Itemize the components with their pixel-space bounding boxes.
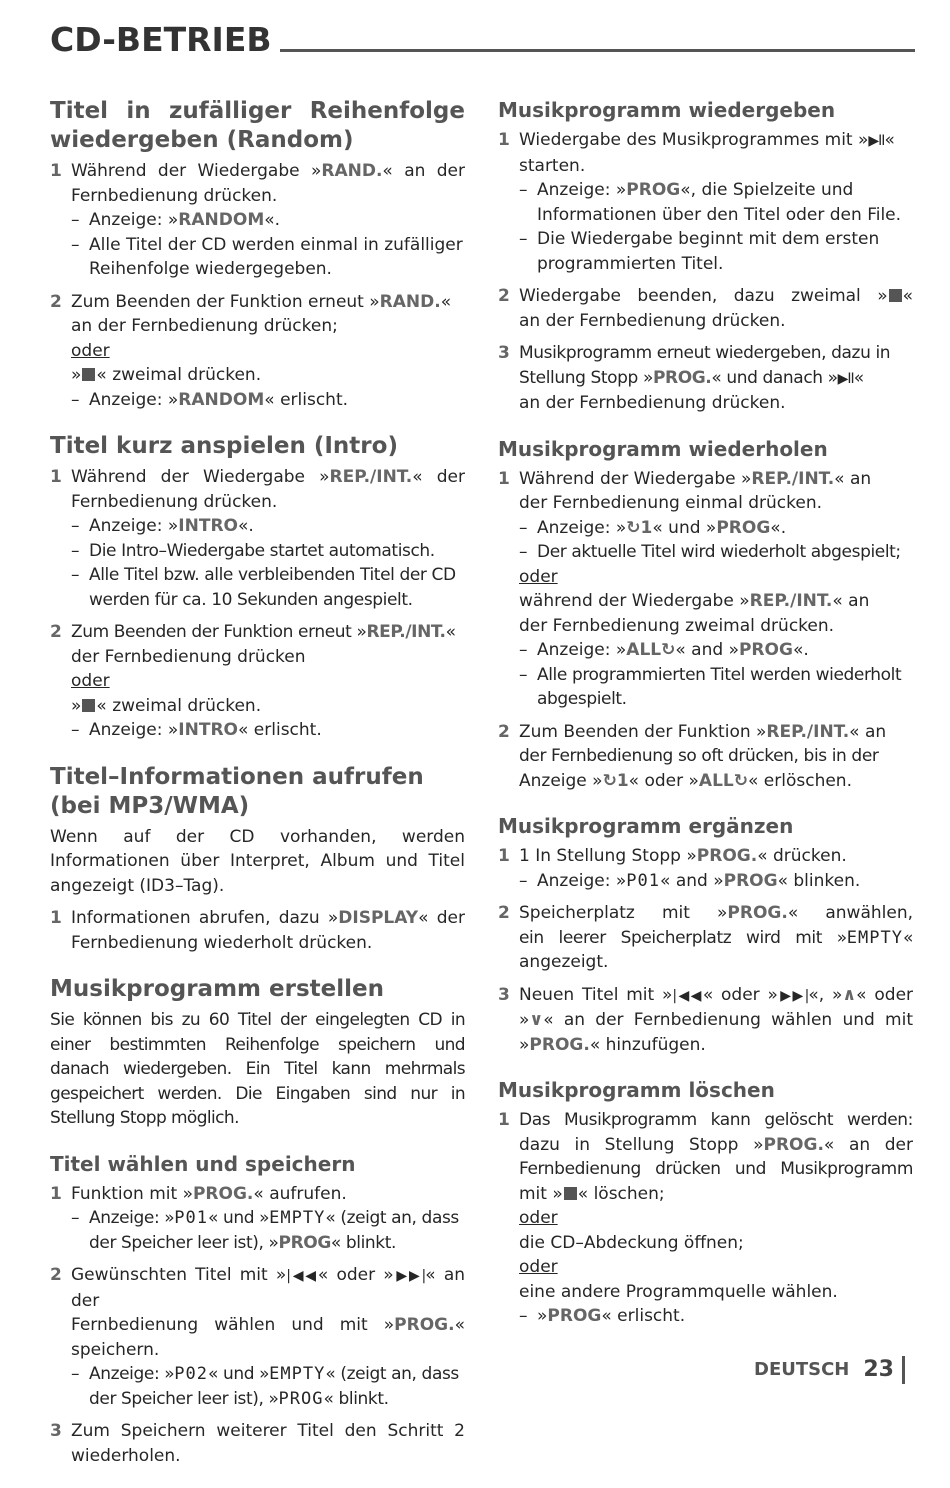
chevron-up-icon: ∧	[842, 984, 857, 1005]
repeat-step-1	[498, 467, 913, 712]
step-number: 2	[498, 286, 510, 306]
step-line: Anzeige »↻1« oder »ALL↻« erlöschen.	[519, 770, 852, 791]
repeat-all-icon: ALL↻	[626, 640, 676, 660]
key-prog: PROG.	[192, 1183, 254, 1204]
step-line: Während der Wiedergabe »REP./INT.« an	[519, 468, 872, 489]
repeat-step-2	[498, 720, 913, 794]
section-play-program	[498, 97, 913, 416]
step-number: 2	[50, 1265, 62, 1285]
step-line: Gewünschten Titel mit »|◀◀« oder »▶▶|« an der	[71, 1265, 466, 1311]
step-line: an der Fernbedienung drücken.	[519, 310, 786, 331]
heading-create-program: Musikprogramm erstellen	[50, 976, 384, 1002]
section-repeat-program	[498, 436, 913, 794]
step-line: mit » « löschen;	[519, 1183, 665, 1204]
heading-delete-program: Musikprogramm löschen	[498, 1078, 775, 1102]
step-line: » « zweimal drücken.	[71, 365, 262, 385]
dash-item: – Die Intro–Wiedergabe startet automatisch.	[71, 540, 435, 561]
step-line: der Fernbedienung einmal drücken.	[519, 493, 822, 513]
info-paragraph: Wenn auf der CD vorhanden, werden Informationen über Interpret, Album und Titel angezeigt (ID3–Tag).	[50, 826, 465, 896]
heading-random: Titel in zufälliger Reihenfolge wiedergeben (Random)	[50, 98, 465, 153]
lcd-p01: P01	[174, 1208, 209, 1228]
chevron-down-icon: ∨	[529, 1010, 544, 1030]
dash-item: – Anzeige: »P01« und »EMPTY« (zeigt an, dass der Speicher leer ist), »PROG« blinkt.	[71, 1208, 459, 1253]
step-line: Fernbedienung drücken und Musikprogramm	[519, 1159, 913, 1179]
heading-play-program: Musikprogramm wiedergeben	[498, 98, 836, 122]
skip-forward-icon: ▶▶|	[393, 1268, 426, 1284]
lcd-prog: PROG	[278, 1388, 324, 1409]
step-line: angezeigt.	[519, 952, 609, 972]
dash-item: – »PROG« erlischt.	[519, 1306, 686, 1326]
key-rep-int: REP./INT.	[766, 721, 850, 742]
step-line: Neuen Titel mit »|◀◀« oder »▶▶|«, »∧« oder	[519, 984, 914, 1005]
step-line: die CD–Abdeckung öffnen;	[519, 1232, 744, 1253]
key-rep-int: REP./INT.	[751, 468, 835, 489]
step-line: Das Musikprogramm kann gelöscht werden:	[519, 1110, 913, 1130]
step-number: 1	[498, 846, 510, 866]
section-add-program	[498, 813, 913, 1057]
key-prog: PROG.	[696, 846, 758, 866]
dash-item: – Alle programmierten Titel werden wiederholt abgespielt.	[519, 664, 902, 709]
step-line: Während der Wiedergabe »RAND.« an der	[71, 161, 466, 181]
step-line: der Fernbedienung drücken	[71, 646, 306, 667]
lcd-empty: EMPTY	[269, 1208, 326, 1228]
step-line: speichern.	[71, 1339, 160, 1360]
page-header	[50, 20, 915, 60]
skip-back-icon: |◀◀	[286, 1268, 318, 1284]
display-prog: PROG	[738, 640, 793, 660]
heading-title-info: Titel–Informationen aufrufen (bei MP3/WMA)	[50, 763, 424, 819]
display-random: RANDOM	[178, 210, 265, 230]
step-number: 1	[50, 467, 62, 487]
lcd-p01: P01	[626, 870, 661, 891]
dash-item: – Anzeige: »P01« and »PROG« blinken.	[519, 870, 861, 891]
step-number: 2	[50, 622, 62, 642]
step-line: Funktion mit »PROG.« aufrufen.	[71, 1183, 347, 1204]
key-prog: PROG.	[394, 1315, 455, 1335]
step-line: Fernbedienung drücken.	[71, 491, 278, 512]
oder-label: oder	[71, 340, 110, 361]
step-line: Zum Beenden der Funktion »REP./INT.« an	[519, 721, 887, 742]
key-display: DISPLAY	[338, 908, 419, 928]
step-line: 1 In Stellung Stopp »PROG.« drücken.	[519, 846, 847, 866]
dash-item: – Alle Titel bzw. alle verbleibenden Titel der CD werden für ca. 10 Sekunden angespielt.	[71, 565, 456, 610]
left-column	[50, 97, 465, 1488]
step-number: 3	[498, 343, 510, 363]
delete-step-1	[498, 1108, 913, 1329]
step-line: »PROG.« hinzufügen.	[519, 1034, 706, 1055]
step-number: 3	[50, 1421, 62, 1441]
step-line: Speicherplatz mit »PROG.« anwählen,	[519, 903, 913, 923]
step-line: Zum Beenden der Funktion erneut »REP./INT.«	[71, 622, 456, 642]
step-number: 3	[498, 984, 510, 1005]
random-step-1	[50, 159, 465, 282]
select-step-2	[50, 1263, 465, 1411]
dash-item: – Der aktuelle Titel wird wiederholt abgespielt;	[519, 542, 901, 562]
key-prog: PROG.	[763, 1134, 824, 1155]
right-column	[498, 97, 913, 1349]
step-number: 1	[50, 1183, 62, 1204]
display-intro: INTRO	[178, 516, 238, 536]
lcd-empty: EMPTY	[269, 1364, 326, 1384]
stop-icon	[82, 699, 95, 712]
select-step-1	[50, 1182, 465, 1256]
skip-back-icon: |◀◀	[672, 987, 703, 1004]
play-pause-icon: ▶II	[837, 370, 854, 387]
step-number: 1	[498, 468, 510, 489]
stop-icon	[889, 289, 902, 302]
key-prog: PROG.	[652, 367, 712, 388]
info-step-1	[50, 906, 465, 955]
dash-item: – Anzeige: »PROG«, die Spielzeite und Informationen über den Titel oder den File.	[519, 180, 902, 225]
display-prog: PROG	[547, 1306, 602, 1326]
display-random: RANDOM	[178, 389, 265, 410]
dash-item: – Anzeige: »P02« und »EMPTY« (zeigt an, dass der Speicher leer ist), »PROG« blinkt.	[71, 1364, 459, 1409]
step-line: Informationen abrufen, dazu »DISPLAY« der	[71, 908, 465, 928]
language-label: DEUTSCH	[754, 1358, 850, 1380]
dash-item: – Die Wiedergabe beginnt mit dem ersten programmierten Titel.	[519, 229, 880, 274]
oder-label: oder	[71, 671, 110, 691]
skip-forward-icon: ▶▶|	[777, 987, 809, 1004]
step-line: Fernbedienung drücken.	[71, 185, 278, 206]
dash-item: – Anzeige: »RANDOM«.	[71, 210, 281, 230]
step-number: 1	[498, 130, 510, 150]
step-line: ein leerer Speicherplatz wird mit »EMPTY«	[519, 927, 913, 948]
select-step-3	[50, 1419, 465, 1468]
page-footer	[754, 1352, 905, 1388]
heading-select-store: Titel wählen und speichern	[50, 1151, 356, 1176]
dash-item: – Anzeige: »↻1« und »PROG«.	[519, 517, 787, 538]
step-line: Fernbedienung wählen und mit »PROG.«	[71, 1315, 465, 1335]
play-step-2	[498, 284, 913, 333]
section-select-store	[50, 1151, 465, 1469]
repeat-one-icon: ↻1	[626, 517, 653, 538]
heading-repeat-program: Musikprogramm wiederholen	[498, 436, 828, 461]
step-line: Fernbedienung wiederholt drücken.	[71, 932, 373, 953]
key-prog: PROG.	[727, 903, 788, 923]
section-create-program	[50, 975, 465, 1131]
stop-icon	[564, 1187, 577, 1200]
intro-step-1	[50, 465, 465, 612]
step-line: Wiedergabe beenden, dazu zweimal » «	[519, 286, 913, 306]
heading-add-program: Musikprogramm ergänzen	[498, 814, 794, 838]
step-line: dazu in Stellung Stopp »PROG.« an der	[519, 1134, 914, 1155]
step-number: 2	[498, 903, 510, 923]
step-line: starten.	[519, 155, 586, 176]
section-delete-program	[498, 1077, 913, 1329]
step-line: eine andere Programmquelle wählen.	[519, 1281, 838, 1302]
add-step-2	[498, 901, 913, 975]
section-title-info	[50, 763, 465, 956]
random-step-2	[50, 290, 465, 413]
display-prog: PROG	[626, 180, 681, 200]
step-line: an der Fernbedienung drücken;	[71, 316, 338, 336]
oder-label: oder	[519, 1208, 558, 1228]
key-rep-int: REP./INT.	[366, 622, 446, 642]
dash-item: – Alle Titel der CD werden einmal in zufälliger Reihenfolge wiedergegeben.	[71, 234, 463, 279]
display-intro: INTRO	[178, 720, 238, 740]
dash-item: – Anzeige: »INTRO«.	[71, 516, 254, 536]
step-line: der Fernbedienung zweimal drücken.	[519, 615, 835, 636]
key-rep-int: REP./INT.	[329, 467, 413, 487]
repeat-one-icon: ↻1	[602, 770, 629, 791]
stop-icon	[82, 368, 95, 381]
dash-item: – Anzeige: »RANDOM« erlischt.	[71, 389, 349, 410]
oder-label: oder	[519, 1257, 558, 1277]
step-line: Wiedergabe des Musikprogrammes mit »▶II«	[519, 130, 895, 150]
step-line: an der Fernbedienung drücken.	[519, 393, 786, 413]
key-rand: RAND.	[379, 291, 441, 312]
lcd-empty: EMPTY	[846, 927, 903, 948]
step-number: 1	[498, 1110, 510, 1130]
page-number: 23	[859, 1356, 905, 1385]
key-rep-int: REP./INT.	[749, 591, 833, 611]
step-line: der Fernbedienung so oft drücken, bis in der	[519, 746, 879, 766]
play-pause-icon: ▶II	[868, 133, 885, 149]
page-title: CD-BETRIEB	[50, 20, 272, 59]
dash-item: – Anzeige: »ALL↻« and »PROG«.	[519, 640, 809, 660]
add-step-1	[498, 844, 913, 893]
add-step-3	[498, 983, 913, 1058]
step-line: Stellung Stopp »PROG.« und danach »▶II«	[519, 367, 864, 388]
step-number: 1	[50, 161, 62, 181]
dash-item: – Anzeige: »INTRO« erlischt.	[71, 720, 322, 740]
step-line: Zum Beenden der Funktion erneut »RAND.«	[71, 291, 452, 312]
display-prog: PROG	[278, 1232, 331, 1253]
key-prog: PROG.	[529, 1034, 590, 1055]
step-line: » « zweimal drücken.	[71, 695, 262, 716]
create-paragraph: Sie können bis zu 60 Titel der eingelegten CD in einer bestimmten Reihenfolge speichern und danach wiedergeben. Ein Titel kann mehrmals gespeichert werden. Die Eingaben sind nur in Stellung Stopp möglich.	[50, 1010, 465, 1128]
section-random	[50, 97, 465, 412]
step-line: »∨« an der Fernbedienung wählen und mit	[519, 1010, 913, 1030]
play-step-3	[498, 341, 913, 416]
display-prog: PROG	[723, 870, 778, 891]
step-line: während der Wiedergabe »REP./INT.« an	[519, 591, 870, 611]
oder-label: oder	[519, 566, 558, 587]
step-line: Während der Wiedergabe »REP./INT.« der	[71, 467, 466, 487]
step-line: Zum Speichern weiterer Titel den Schritt 2 wiederholen.	[71, 1421, 465, 1466]
step-number: 2	[50, 291, 62, 312]
section-intro	[50, 432, 465, 743]
intro-step-2	[50, 620, 465, 743]
repeat-all-icon: ALL↻	[698, 770, 748, 791]
lcd-p02: P02	[174, 1364, 209, 1384]
title-rule	[280, 49, 915, 52]
play-step-1	[498, 128, 913, 276]
step-number: 2	[498, 721, 510, 742]
display-prog: PROG	[716, 517, 771, 538]
heading-intro: Titel kurz anspielen (Intro)	[50, 433, 398, 459]
step-number: 1	[50, 908, 62, 928]
key-rand: RAND.	[321, 161, 383, 181]
step-line: Musikprogramm erneut wiedergeben, dazu in	[519, 343, 891, 363]
